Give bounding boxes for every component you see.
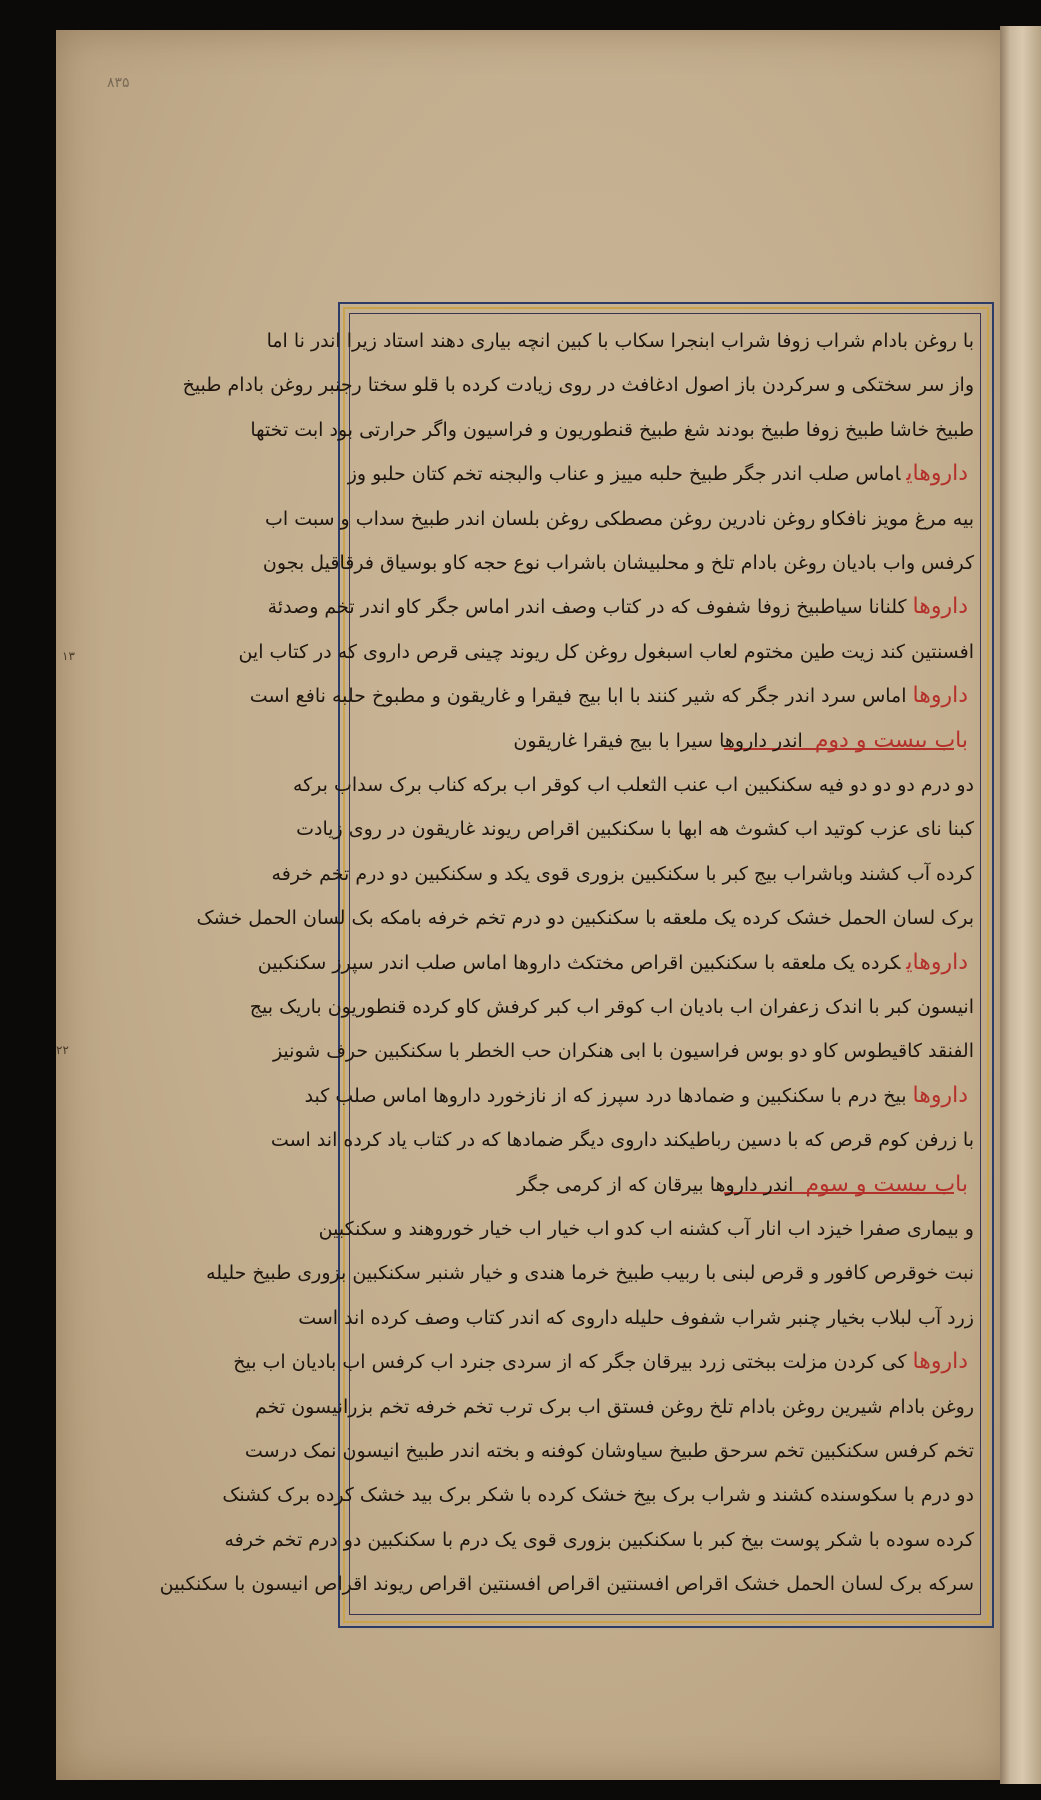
- line-text: طبیخ خاشا طبیخ زوفا طبیخ بودند شغ طبیخ قنطوریون و فراسیون واگر حرارتی بود ابت تختها: [250, 418, 974, 441]
- folio-number: ۸۳۵: [107, 75, 130, 91]
- line-text: تخم کرفس سکنکبین تخم سرحق طبیخ سیاوشان کوفنه و بخته اندر طبیخ انیسون نمک درست: [244, 1440, 974, 1462]
- text-line: [298, 1295, 974, 1341]
- rubric-word: داروها: [912, 1349, 968, 1375]
- line-text: کلنانا سیاطبیخ زوفا شفوف که در کتاب وصف اندر اماس جگر کاو اندر تخم وصدئة: [267, 596, 907, 619]
- text-line: [318, 1206, 974, 1252]
- rubric-word: داروهای: [906, 949, 968, 975]
- text-line: [257, 940, 974, 986]
- rubric-word: داروها: [912, 1082, 968, 1108]
- text-line: [233, 1339, 974, 1385]
- text-line: [196, 895, 974, 941]
- text-line: [270, 1117, 974, 1163]
- line-text: اماس سرد اندر جگر که شیر کنند با ابا بیج فیقرا و غاریقون و مطبوخ حلبه نافع است: [249, 685, 907, 708]
- rubric-word: داروهای: [906, 461, 968, 487]
- text-line: [206, 1250, 974, 1296]
- text-line: [264, 496, 974, 542]
- facing-page-edge: [1000, 26, 1041, 1784]
- line-text: اماس صلب اندر جگر طبیخ حلبه مییز و عناب والبجنه تخم کتان حلبو وز: [347, 463, 901, 486]
- line-text: انیسون کبر با اندک زعفران اب بادیان اب کوقر اب کبر کرفش کاو کرده قنطوریون باریک بیج: [249, 996, 974, 1018]
- text-line: [238, 629, 974, 675]
- line-text: روغن بادام شیرین روغن بادام تلخ روغن فستق اب برک ترب تخم خرفه تخم بزرانیسون تخم: [254, 1395, 974, 1418]
- line-text: کرده سوده با شکر پوست بیخ کبر با سکنکبین بزوری قوی یک درم با سکنکبین دو درم تخم خرفه: [224, 1528, 974, 1551]
- line-text: اندر داروها بیرقان که از کرمی جگر: [517, 1173, 800, 1196]
- line-text: با زرفن کوم قرص که با دسین رباطیکند داروی دیگر ضمادها که در کتاب یاد کرده اند است: [270, 1129, 974, 1152]
- chapter-heading-line: [356, 718, 974, 764]
- rubric-word: داروها: [912, 594, 968, 620]
- line-text: بیخ درم با سکنکبین و ضمادها درد سپرز که از نازخورد داروها اماس صلب کبد: [304, 1084, 907, 1107]
- text-line: [266, 318, 974, 364]
- chapter-heading: باب بیست و دوم: [814, 727, 968, 753]
- line-text: کرفس واب بادیان روغن بادام تلخ و محلبیشان باشراب نوع حجه کاو بوسیاق فرقاقیل بجون: [262, 552, 974, 574]
- line-text: زرد آب لبلاب بخیار چنبر شراب شفوف حلیله داروی که اندر کتاب وصف کرده اند است: [298, 1306, 974, 1329]
- text-line: [159, 1561, 974, 1607]
- line-text: با روغن بادام شراب زوفا شراب ابنجرا سکاب با کبین انچه بیاری دهند استاد زیرا اندر نا اما: [266, 330, 974, 352]
- text-line: [249, 984, 974, 1030]
- chapter-heading-line: [356, 1162, 974, 1208]
- text-line: [267, 584, 974, 630]
- text-line: [272, 1028, 974, 1074]
- line-text: دو درم دو دو دو فیه سکنکبین اب عنب الثعلب اب کوقر اب برکه کناب برک سداب برکه: [292, 774, 974, 796]
- line-text: الفنقد کاقیطوس کاو دو بوس فراسیون با ابی هنکران حب الخطر با سکنکبین حرف شونیز: [272, 1040, 974, 1063]
- text-line: [182, 362, 974, 408]
- text-block: [159, 318, 974, 1608]
- text-line: [347, 451, 974, 497]
- line-text: کرده آب کشند وباشراب بیج کبر با سکنکبین بزوری قوی یکد و سکنکبین دو درم تخم خرفه: [271, 862, 974, 885]
- text-line: [271, 851, 974, 897]
- line-text: و بیماری صفرا خیزد اب انار آب کشنه اب کدو اب خیار اب خیار خوروهند و سکنکبین: [318, 1218, 974, 1240]
- line-text: بیه مرغ مویز نافکاو روغن نادرین روغن مصطکی روغن بلسان اندر طبیخ سداب و سبت اب: [264, 507, 974, 530]
- line-text: سرکه برک لسان الحمل خشک اقراص افسنتین اقراص افسنتین اقراص ریوند اقراص انیسون با سکنکبین: [159, 1573, 974, 1596]
- line-text: دو درم با سکوسنده کشند و شراب برک بیخ خشک کرده با شکر برک بید خشک کرده برک کشنک: [222, 1484, 974, 1507]
- line-text: برک لسان الحمل خشک کرده یک ملعقه با سکنکبین دو درم تخم خرفه بامکه بک لسان الحمل خشک: [196, 907, 974, 930]
- line-text: اندر داروها سیرا با بیج فیقرا غاریقون: [513, 729, 809, 752]
- text-line: [254, 1384, 974, 1430]
- text-line: [292, 762, 974, 808]
- text-line: [249, 673, 974, 719]
- text-line: [262, 540, 974, 586]
- line-text: افسنتین کند زیت طین مختوم لعاب اسبغول روغن کل ریوند چینی قرص داروی که در کتاب این: [238, 640, 974, 663]
- line-text: کی کردن مزلت ببختی زرد بیرقان جگر که از سردی جنرد اب کرفس اب بادیان اب بیخ: [233, 1351, 907, 1374]
- rubric-word: داروها: [912, 683, 968, 709]
- line-text: واز سر سختکی و سرکردن باز اصول ادغافث در روی زیادت کرده با قلو سختا رجنبر روغن بادام طبیخ: [182, 374, 974, 397]
- margin-note: ۱۳: [62, 649, 75, 663]
- text-line: [222, 1472, 974, 1518]
- chapter-heading: باب بیست و سوم: [805, 1171, 968, 1197]
- text-line: [304, 1073, 974, 1119]
- line-text: نبت خوقرص کافور و قرص لبنی با ربیب طبیخ خرما هندی و خیار شنبر سکنکبین بزوری طبیخ حلیله: [206, 1262, 974, 1285]
- text-line: [296, 806, 974, 852]
- text-line: [250, 407, 974, 453]
- line-text: کرده یک ملعقه با سکنکبین اقراص مختکث داروها اماس صلب اندر سپرز سکنکبین: [257, 951, 901, 974]
- line-text: کبنا نای عزب کوتید اب کشوث هه ابها با سکنکبین اقراص ریوند غاریقون در روی زیادت: [296, 818, 974, 841]
- text-line: [224, 1517, 974, 1563]
- text-line: [244, 1428, 974, 1474]
- margin-note: ۲۲: [56, 1043, 69, 1057]
